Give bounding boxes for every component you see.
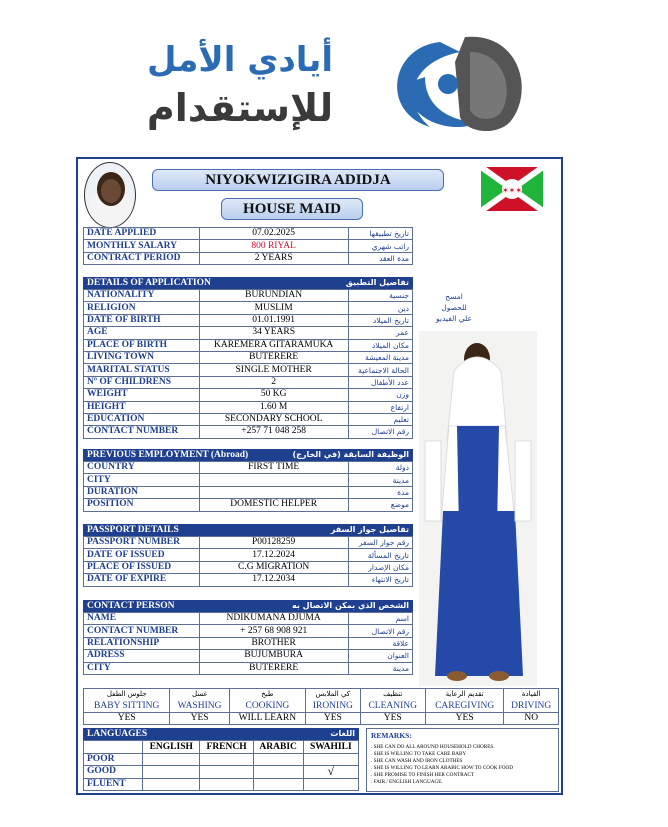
field-label: RELATIONSHIP [84, 637, 200, 649]
field-label: CONTRACT PERIOD [84, 252, 200, 264]
full-body-photo [419, 331, 537, 686]
field-value: C.G MIGRATION [199, 561, 348, 573]
top-info-table [83, 227, 413, 265]
previous-employment-row [84, 499, 413, 511]
passport-row [84, 537, 413, 549]
field-value: BURUNDIAN [199, 290, 348, 302]
field-label-arabic: تاريخ الانتهاء [348, 574, 412, 586]
field-label: RELIGION [84, 302, 200, 314]
remarks-box [366, 728, 559, 792]
skill-label-arabic: طبخ [229, 689, 305, 701]
candidate-name: NIYOKWIZIGIRA ADIDJA [152, 169, 444, 191]
section-details-header: DETAILS OF APPLICATION تفاصيل التطبيق [83, 277, 413, 289]
field-value: NDIKUMANA DJUMA [199, 613, 348, 625]
details-row [84, 426, 413, 438]
section-previous-header: PREVIOUS EMPLOYMENT (Abroad) الوظيفة السابقة (في الخارج) [83, 449, 413, 461]
field-label: POSITION [84, 499, 200, 511]
section-contact-header: CONTACT PERSON الشخص الذي بمكن الاتصال به [83, 600, 413, 612]
passport-row [84, 574, 413, 586]
details-row [84, 401, 413, 413]
field-value: + 257 68 908 921 [199, 625, 348, 637]
field-label-arabic: مدينة [348, 474, 412, 486]
passport-row [84, 561, 413, 573]
field-label: HEIGHT [84, 401, 200, 413]
skill-label: CAREGIVING [425, 701, 504, 713]
lang-cell [253, 766, 303, 779]
field-label-arabic: مكان الميلاد [348, 339, 412, 351]
lang-cell [143, 766, 200, 779]
field-label-arabic: الحالة الاجتماعية [348, 364, 412, 376]
passport-table [83, 536, 413, 587]
burundi-flag-icon [481, 167, 543, 211]
skill-value: YES [360, 713, 425, 725]
contact-person-row [84, 662, 413, 674]
field-label-arabic: علاقة [348, 637, 412, 649]
field-value: 01.01.1991 [199, 314, 348, 326]
details-row [84, 376, 413, 388]
remark-item: . SHE CAN DO ALL AROUND HOUSEHOLD CHORES. [371, 744, 495, 750]
lang-row [84, 778, 359, 791]
field-label-arabic: رقم جواز السفر [348, 537, 412, 549]
field-value: 2 YEARS [199, 252, 348, 264]
job-position: HOUSE MAID [221, 198, 363, 220]
field-value [199, 474, 348, 486]
skill-label-arabic: تقديم الرعاية [425, 689, 504, 701]
field-label-arabic: رقم الاتصال [348, 426, 412, 438]
field-value: 2 [199, 376, 348, 388]
field-label-arabic: راتب شهري [348, 240, 412, 252]
contact-person-table [83, 612, 413, 675]
logo-hand-icon [370, 22, 540, 140]
skill-label: BABY SITTING [84, 701, 170, 713]
field-label-arabic: تاريخ المسألة [348, 549, 412, 561]
skill-label: COOKING [229, 701, 305, 713]
skill-label: CLEANING [360, 701, 425, 713]
field-label: AGE [84, 327, 200, 339]
remark-item: . SHE CAN WASH AND IRON CLOTHES [371, 758, 463, 764]
top-info-row [84, 240, 413, 252]
skill-label: WASHING [170, 701, 229, 713]
field-value: KAREMERA GITARAMUKA [199, 339, 348, 351]
contact-person-row [84, 637, 413, 649]
field-label: DATE OF EXPIRE [84, 574, 200, 586]
details-row [84, 389, 413, 401]
field-value: P00128259 [199, 537, 348, 549]
field-label: Nº OF CHILDRENS [84, 376, 200, 388]
field-value [199, 486, 348, 498]
languages-header: LANGUAGES اللغات [83, 728, 359, 740]
field-value: 34 YEARS [199, 327, 348, 339]
field-label-arabic: مكان الإصدار [348, 561, 412, 573]
lang-column-header: FRENCH [200, 741, 253, 754]
field-value: DOMESTIC HELPER [199, 499, 348, 511]
field-label: NATIONALITY [84, 290, 200, 302]
field-label: DATE OF BIRTH [84, 314, 200, 326]
remark-item: . SHE IS WILLING TO TAKE CARE BABY [371, 751, 467, 757]
field-value: BUJUMBURA [199, 650, 348, 662]
lang-row [84, 753, 359, 766]
field-value: BUTERERE [199, 662, 348, 674]
field-label-arabic: تاريخ الميلاد [348, 314, 412, 326]
details-row [84, 290, 413, 302]
section-passport-header: PASSPORT DETAILS تفاصيل جواز السفر [83, 524, 413, 536]
field-label: WEIGHT [84, 389, 200, 401]
skill-label-arabic: جلوس الطفل [84, 689, 170, 701]
lang-corner-cell [84, 741, 143, 754]
lang-cell [200, 766, 253, 779]
top-info-row [84, 228, 413, 240]
field-label-arabic: مدينة [348, 662, 412, 674]
scan-video-note: امسح للحصول علي الفيديو [436, 292, 472, 323]
field-label-arabic: عمر [348, 327, 412, 339]
remark-item: . SHE IS WILLING TO LEARN ARABIC HOW TO COOK FOOD [371, 765, 513, 771]
details-row [84, 351, 413, 363]
field-label: PASSPORT NUMBER [84, 537, 200, 549]
field-value: 07.02.2025 [199, 228, 348, 240]
field-label: PLACE OF BIRTH [84, 339, 200, 351]
field-label-arabic: وزن [348, 389, 412, 401]
lang-column-header: ARABIC [253, 741, 303, 754]
contact-person-row [84, 613, 413, 625]
previous-employment-row [84, 486, 413, 498]
previous-employment-table [83, 461, 413, 512]
field-label: MARITAL STATUS [84, 364, 200, 376]
skill-value: WILL LEARN [229, 713, 305, 725]
skill-label-arabic: تنظيف [360, 689, 425, 701]
field-value: 17.12.2024 [199, 549, 348, 561]
field-label-arabic: تعليم [348, 413, 412, 425]
field-label-arabic: دولة [348, 462, 412, 474]
field-label-arabic: تاريخ تطبيقها [348, 228, 412, 240]
lang-cell [143, 778, 200, 791]
lang-cell [143, 753, 200, 766]
details-row [84, 302, 413, 314]
contact-person-row [84, 625, 413, 637]
field-value: BROTHER [199, 637, 348, 649]
skill-label: DRIVING [504, 701, 559, 713]
previous-employment-row [84, 462, 413, 474]
logo-text-line1: أيادي الأمل [146, 40, 333, 80]
skill-label: IRONING [306, 701, 361, 713]
skills-table [83, 688, 559, 725]
cv-sheet [76, 157, 563, 795]
details-row [84, 413, 413, 425]
lang-row [84, 766, 359, 779]
field-value: SECONDARY SCHOOL [199, 413, 348, 425]
skill-label-arabic: القيادة [504, 689, 559, 701]
field-label: DURATION [84, 486, 200, 498]
skill-value: YES [425, 713, 504, 725]
details-table [83, 289, 413, 439]
logo-text-line2: للإستقدام [146, 86, 334, 130]
skill-value: YES [306, 713, 361, 725]
field-label-arabic: مدة [348, 486, 412, 498]
field-label: CONTACT NUMBER [84, 625, 200, 637]
details-row [84, 339, 413, 351]
field-value: 17.12.2034 [199, 574, 348, 586]
field-label-arabic: اسم [348, 613, 412, 625]
skill-label-arabic: غسل [170, 689, 229, 701]
field-label: DATE APPLIED [84, 228, 200, 240]
field-value: 1.60 M [199, 401, 348, 413]
field-label: COUNTRY [84, 462, 200, 474]
svg-text:✶✶✶: ✶✶✶ [501, 186, 523, 195]
field-label: CITY [84, 662, 200, 674]
lang-cell [253, 753, 303, 766]
remark-item: . FAIR / ENGLISH LANGUAGE. [371, 779, 443, 785]
field-label-arabic: جنسية [348, 290, 412, 302]
field-value: 800 RIYAL [199, 240, 348, 252]
field-label-arabic: دين [348, 302, 412, 314]
lang-cell [253, 778, 303, 791]
passport-row [84, 549, 413, 561]
skill-value: YES [84, 713, 170, 725]
contact-person-row [84, 650, 413, 662]
agency-logo [120, 22, 540, 140]
field-label: CONTACT NUMBER [84, 426, 200, 438]
lang-column-header: ENGLISH [143, 741, 200, 754]
skill-value: NO [504, 713, 559, 725]
field-label: ADRESS [84, 650, 200, 662]
previous-employment-row [84, 474, 413, 486]
lang-column-header: SWAHILI [303, 741, 358, 754]
field-label-arabic: العنوان [348, 650, 412, 662]
field-label: NAME [84, 613, 200, 625]
lang-level-label: GOOD [84, 766, 143, 779]
lang-level-label: FLUENT [84, 778, 143, 791]
field-label-arabic: ارتفاع [348, 401, 412, 413]
skill-label-arabic: كي الملابس [306, 689, 361, 701]
field-value: +257 71 048 258 [199, 426, 348, 438]
details-row [84, 327, 413, 339]
details-row [84, 364, 413, 376]
remark-item: . SHE PROMISE TO FINISH HER CONTRACT [371, 772, 475, 778]
remarks-title: REMARKS: [371, 731, 412, 740]
field-label: DATE OF ISSUED [84, 549, 200, 561]
field-value: BUTERERE [199, 351, 348, 363]
field-value: 50 KG [199, 389, 348, 401]
portrait-photo [84, 162, 136, 228]
field-value: FIRST TIME [199, 462, 348, 474]
languages-table [83, 740, 359, 791]
field-label-arabic: مدة العقد [348, 252, 412, 264]
lang-level-label: POOR [84, 753, 143, 766]
lang-check-mark: √ [303, 766, 358, 779]
field-label-arabic: مدينة المعيشة [348, 351, 412, 363]
lang-cell [200, 753, 253, 766]
field-label: EDUCATION [84, 413, 200, 425]
lang-cell [303, 778, 358, 791]
lang-cell [200, 778, 253, 791]
field-label-arabic: عدد الأطفال [348, 376, 412, 388]
field-label: CITY [84, 474, 200, 486]
top-info-row [84, 252, 413, 264]
field-label: LIVING TOWN [84, 351, 200, 363]
field-label: PLACE OF ISSUED [84, 561, 200, 573]
field-label-arabic: موضع [348, 499, 412, 511]
field-value: MUSLIM [199, 302, 348, 314]
field-label: MONTHLY SALARY [84, 240, 200, 252]
details-row [84, 314, 413, 326]
skill-value: YES [170, 713, 229, 725]
field-value: SINGLE MOTHER [199, 364, 348, 376]
field-label-arabic: رقم الاتصال [348, 625, 412, 637]
